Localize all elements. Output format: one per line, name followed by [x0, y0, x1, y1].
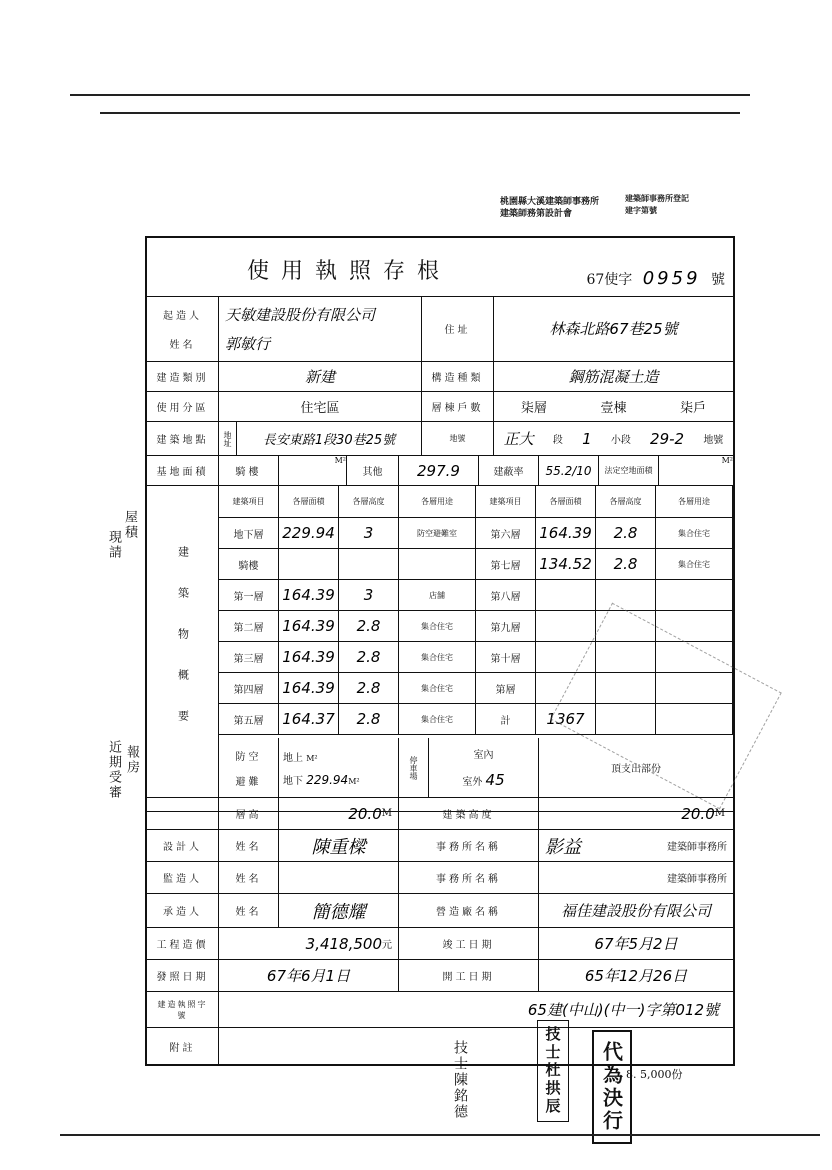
left-margin-note: 近期受審 [106, 740, 121, 800]
location-address-label: 地址 [223, 430, 232, 447]
parking-values-cell [429, 738, 539, 797]
floors-left-3-height-text: 2.8 [356, 617, 381, 635]
category-value: 新建 [304, 368, 335, 386]
floors-right-5-item-text: 第層 [495, 684, 516, 696]
floors-left-4-height-text: 2.8 [356, 648, 381, 666]
contractor-company-cell [539, 894, 733, 927]
shelter-above-label: 地上 [283, 752, 303, 764]
arcade-label-cell [219, 456, 279, 485]
permit-value-cell [219, 992, 733, 1027]
zoning-label-cell [147, 392, 219, 421]
signer-note: 技士陳銘德 [452, 1040, 468, 1120]
start-label-cell [399, 960, 539, 991]
building-height-label: 建築高度 [442, 810, 495, 821]
arcade-label: 騎樓 [235, 467, 262, 478]
location-label-cell [147, 422, 219, 455]
supervisor-office-cell [539, 862, 733, 893]
builder-name-label: 姓名 [169, 339, 196, 351]
floors-left-1-area [279, 549, 339, 580]
building-height-value-cell [539, 798, 733, 829]
designer-name-label: 姓名 [235, 842, 262, 853]
contractor-name-label: 姓名 [235, 907, 262, 918]
floors-header-0 [219, 486, 279, 518]
parking-label: 停車場 [409, 755, 418, 780]
completion-value: 67年5月2日 [594, 935, 678, 953]
structure-label: 構造種類 [431, 373, 484, 384]
contractor-company-label-cell [399, 894, 539, 927]
floors-right-2-item-text: 第八層 [490, 591, 521, 603]
floors-left-6-height [339, 704, 399, 735]
address-label-cell [422, 296, 494, 361]
completion-label-cell [399, 928, 539, 959]
land-value-cell [494, 422, 733, 455]
designer-office-suffix: 建築師事務所 [667, 842, 727, 853]
floors-left-0-item [219, 518, 279, 549]
cost-row [147, 928, 733, 960]
top-stamp-left [500, 196, 599, 220]
floors-left-2-use [399, 580, 476, 611]
floors-left-4-use-text: 集合住宅 [421, 652, 453, 662]
floors-value: 柒層 [520, 401, 547, 416]
location-address-label-cell [219, 422, 237, 455]
building-height-unit: M [714, 808, 725, 819]
floors-right-1-use-text: 集合住宅 [678, 559, 710, 569]
floors-right-5-item [476, 673, 536, 704]
floors-left-4-item [219, 642, 279, 673]
supervisor-row [147, 862, 733, 894]
floors-left-0-item-text: 地下層 [233, 529, 264, 541]
other-value: 297.9 [417, 461, 460, 480]
floors-left-4-item-text: 第三層 [233, 653, 264, 665]
coverage-value-cell [539, 456, 599, 485]
address-value-cell [494, 296, 733, 361]
floors-right-2-area [536, 580, 596, 611]
floors-left-6-height-text: 2.8 [356, 710, 381, 728]
floors-left-2-height [339, 580, 399, 611]
category-row [147, 362, 733, 392]
floors-value-cell [494, 392, 733, 421]
designer-name: 陳重樑 [311, 836, 366, 858]
designer-name-label-cell [219, 830, 279, 861]
floors-left-1-use [399, 549, 476, 580]
floors-left-2-area [279, 580, 339, 611]
floors-left-4-area [279, 642, 339, 673]
floors-header-7 [656, 486, 733, 518]
completion-value-cell [539, 928, 733, 959]
floors-left-5-use-text: 集合住宅 [421, 683, 453, 693]
shelter-stamp-text: 頂支出部份 [611, 764, 661, 775]
contractor-company: 福佳建設股份有限公司 [560, 902, 711, 920]
legal-label-cell [599, 456, 659, 485]
cost-value: 3,418,500 [305, 934, 382, 953]
floors-right-4-item-text: 第十層 [490, 653, 521, 665]
issue-value: 67年6月1日 [266, 967, 351, 985]
floors-left-5-area-text: 164.39 [282, 679, 335, 697]
height-label: 層高 [235, 810, 262, 821]
building-height-label-cell [399, 798, 539, 829]
category-value-cell [219, 362, 422, 391]
builder-company: 天敏建設股份有限公司 [225, 305, 376, 324]
floors-left-0-use [399, 518, 476, 549]
form-title: 使用執照存根 [247, 259, 452, 284]
floors-left-0-area-text: 229.94 [282, 524, 335, 542]
floors-left-5-item [219, 673, 279, 704]
height-row [147, 798, 733, 830]
floors-left-4-use [399, 642, 476, 673]
permit-label-cell [147, 992, 219, 1027]
land-label: 地號 [449, 434, 466, 443]
shelter-below-value: 229.94 [306, 772, 349, 787]
floors-right-4-item [476, 642, 536, 673]
floors-right-1-area [536, 549, 596, 580]
floors-right-3-item-text: 第九層 [490, 622, 521, 634]
doc-number-block [586, 268, 725, 289]
floors-right-0-item-text: 第六層 [490, 529, 521, 541]
issue-value-cell [219, 960, 399, 991]
floors-left-2-height-text: 3 [363, 586, 374, 604]
floors-side-label: 建築物概要 [176, 546, 190, 751]
coverage-label-cell [479, 456, 539, 485]
floors-left-6-item-text: 第五層 [233, 715, 264, 727]
builder-address: 林森北路67巷25號 [549, 320, 678, 338]
designer-label: 設計人 [163, 842, 202, 853]
floors-right-6-item-text: 計 [500, 715, 511, 727]
location-address-cell [237, 422, 422, 455]
floors-left-4-area-text: 164.39 [282, 648, 335, 666]
left-margin-note2: 報房 [124, 745, 139, 775]
floors-label-cell [422, 392, 494, 421]
other-value-cell [399, 456, 479, 485]
floors-header-2-text: 各層高度 [352, 497, 385, 506]
designer-name-cell [279, 830, 399, 861]
floors-left-3-area [279, 611, 339, 642]
permit-row [147, 992, 733, 1028]
start-value: 65年12月26日 [584, 967, 688, 985]
builder-label-cell [147, 296, 219, 361]
site-area-label-cell [147, 456, 219, 485]
floors-right-2-height [596, 580, 656, 611]
start-label: 開工日期 [442, 972, 495, 983]
shelter-label-cell [219, 738, 279, 797]
category-label: 建造類別 [156, 373, 209, 384]
shelter-above-unit: M² [306, 753, 318, 763]
supervisor-name-cell [279, 862, 399, 893]
doc-suffix: 號 [711, 272, 725, 288]
floors-left-6-area [279, 704, 339, 735]
issue-label: 發照日期 [156, 972, 209, 983]
land-plot-label: 地號 [703, 435, 724, 446]
floors-left-2-item-text: 第一層 [233, 591, 264, 603]
floors-right-1-height-text: 2.8 [613, 555, 638, 573]
print-note: 8. 5,000份 [626, 1068, 683, 1081]
parking-label-cell [399, 738, 429, 797]
left-margin-col2: 現請 [106, 530, 121, 560]
builder-label: 起造人 [163, 310, 202, 322]
height-value-cell [279, 798, 399, 829]
contractor-row [147, 894, 733, 928]
designer-office-label-cell [399, 830, 539, 861]
legal-label: 法定空地面積 [604, 466, 653, 475]
zoning-value: 住宅區 [300, 401, 340, 416]
coverage-value: 55.2/10 [545, 463, 592, 478]
floors-right-6-area-text: 1367 [546, 710, 585, 728]
floors-left-4-height [339, 642, 399, 673]
supervisor-name-label: 姓名 [235, 874, 262, 885]
top-stamp-line2: 建築師務第設計會 [500, 209, 573, 219]
floors-header-6 [596, 486, 656, 518]
location-row [147, 422, 733, 456]
seal-technician: 技士杜拱辰 [537, 1020, 569, 1122]
top-border-line [70, 94, 750, 96]
shelter-spacer [147, 738, 219, 797]
top-stamp-right2: 建字第號 [625, 205, 657, 215]
floors-left-3-area-text: 164.39 [282, 617, 335, 635]
height-unit: M [381, 808, 392, 819]
floors-left-2-use-text: 店舖 [429, 590, 445, 600]
legal-unit: M² [721, 456, 733, 465]
shelter-above-line [283, 749, 318, 764]
floors-header-3 [399, 486, 476, 518]
floors-right-0-area-text: 164.39 [539, 524, 592, 542]
cost-unit: 元 [382, 940, 392, 951]
floors-right-0-height [596, 518, 656, 549]
floors-left-2-area-text: 164.39 [282, 586, 335, 604]
shelter-label-bottom: 避難 [235, 776, 262, 788]
start-value-cell [539, 960, 733, 991]
contractor-name: 簡德耀 [311, 901, 366, 923]
arcade-unit: M² [334, 456, 346, 465]
permit-label: 建造執照字號 [157, 999, 208, 1020]
shelter-below-label: 地下 [283, 775, 303, 787]
other-label: 其他 [362, 467, 383, 478]
parking-indoor: 室內 [473, 750, 494, 761]
top-stamp-line1: 桃園縣大溪建築師事務所 [500, 197, 600, 207]
site-area-row [147, 456, 733, 486]
floors-left-0-use-text: 防空避難室 [417, 528, 457, 538]
top-stamp-right [625, 192, 689, 216]
floors-header-5 [536, 486, 596, 518]
floors-right-6-item [476, 704, 536, 735]
parking-outdoor: 室外 [462, 777, 483, 788]
zoning-label: 使用分區 [156, 403, 209, 414]
doc-number: 0959 [642, 268, 701, 289]
height-value: 20.0 [348, 804, 382, 823]
shelter-below-unit: M² [348, 776, 360, 786]
supervisor-office-label: 事務所名稱 [436, 874, 501, 885]
cost-label-cell [147, 928, 219, 959]
remark-label-cell [147, 1028, 219, 1064]
floors-header-4 [476, 486, 536, 518]
land-subsection-label: 小段 [610, 435, 631, 446]
floors-left-3-item [219, 611, 279, 642]
floors-header-7-text: 各層用途 [678, 497, 710, 506]
category-label-cell [147, 362, 219, 391]
floors-header-1 [279, 486, 339, 518]
structure-value-cell [494, 362, 733, 391]
floors-right-0-use-text: 集合住宅 [678, 528, 710, 538]
legal-value-cell [659, 456, 733, 485]
floors-left-5-item-text: 第四層 [233, 684, 264, 696]
floors-left-2-item [219, 580, 279, 611]
permit-value: 65建(中山)(中一)字第012號 [527, 1001, 719, 1019]
parking-outdoor-line [462, 771, 504, 789]
floors-left-3-use-text: 集合住宅 [421, 621, 453, 631]
top-stamp-right1: 建築師事務所登記 [625, 193, 689, 203]
designer-office-cell [539, 830, 733, 861]
floors-right-0-height-text: 2.8 [613, 524, 638, 542]
floors-left-1-item [219, 549, 279, 580]
designer-label-cell [147, 830, 219, 861]
designer-row [147, 830, 733, 862]
doc-prefix: 67使字 [586, 272, 633, 288]
builder-row [147, 296, 733, 362]
floors-header-1-text: 各層面積 [292, 497, 325, 506]
arcade-value-cell [279, 456, 347, 485]
location-address: 長安東路1段30巷25號 [262, 433, 396, 448]
height-label-cell [219, 798, 279, 829]
floors-left-5-height [339, 673, 399, 704]
floors-right-0-use [656, 518, 733, 549]
designer-office-label: 事務所名稱 [436, 842, 501, 853]
contractor-name-label-cell [219, 894, 279, 927]
height-spacer [147, 798, 219, 829]
completion-label: 竣工日期 [442, 940, 495, 951]
land-duan-label: 段 [552, 435, 563, 446]
address-label: 住址 [444, 325, 471, 336]
issue-row [147, 960, 733, 992]
land-section: 正大 [503, 430, 534, 448]
structure-value: 鋼筋混凝土造 [568, 368, 659, 386]
floors-left-5-use [399, 673, 476, 704]
contractor-name-cell [279, 894, 399, 927]
floors-header-0-text: 建築項目 [232, 497, 265, 506]
floors-left-0-height [339, 518, 399, 549]
floors-right-3-item [476, 611, 536, 642]
floors-right-2-item [476, 580, 536, 611]
cost-value-cell [219, 928, 399, 959]
builder-value-cell [219, 296, 422, 361]
land-duan-no: 1 [582, 429, 592, 448]
remark-value-cell [219, 1028, 733, 1064]
floors-left-5-height-text: 2.8 [356, 679, 381, 697]
builder-person: 郭敏行 [225, 334, 271, 353]
floors-left-1-item-text: 騎樓 [238, 560, 259, 572]
floors-header-6-text: 各層高度 [609, 497, 642, 506]
contractor-label: 承造人 [163, 907, 202, 918]
supervisor-label: 監造人 [163, 874, 202, 885]
households-value: 柒戶 [680, 401, 707, 416]
floors-left-6-area-text: 164.37 [282, 710, 335, 728]
building-height-value: 20.0 [681, 804, 715, 823]
floors-label: 層棟戶數 [431, 403, 484, 414]
floors-left-6-use-text: 集合住宅 [421, 714, 453, 724]
issue-label-cell [147, 960, 219, 991]
floors-left-0-height-text: 3 [363, 524, 374, 542]
floors-header-5-text: 各層面積 [549, 497, 582, 506]
location-label: 建築地點 [156, 435, 209, 446]
floors-left-3-height [339, 611, 399, 642]
floors-right-1-item [476, 549, 536, 580]
contractor-label-cell [147, 894, 219, 927]
supervisor-office-label-cell [399, 862, 539, 893]
remark-label: 附註 [169, 1042, 196, 1054]
floors-left-0-area [279, 518, 339, 549]
seal-delegated: 代為決行 [592, 1030, 632, 1144]
floors-left-3-use [399, 611, 476, 642]
land-plot-no: 29-2 [650, 429, 685, 448]
top-border-line-2 [100, 112, 740, 114]
floors-right-2-use [656, 580, 733, 611]
designer-office: 影益 [545, 836, 581, 858]
supervisor-name-label-cell [219, 862, 279, 893]
floors-right-1-area-text: 134.52 [539, 555, 592, 573]
shelter-values-cell [279, 738, 399, 797]
shelter-label-top: 防空 [235, 751, 262, 763]
floors-left-6-item [219, 704, 279, 735]
floors-left-5-area [279, 673, 339, 704]
form-header [147, 238, 733, 297]
supervisor-label-cell [147, 862, 219, 893]
remark-row [147, 1028, 733, 1064]
coverage-label: 建蔽率 [493, 467, 524, 478]
floors-right-1-item-text: 第七層 [490, 560, 521, 572]
floors-right-0-item [476, 518, 536, 549]
other-label-cell [347, 456, 399, 485]
site-area-label: 基地面積 [156, 467, 209, 478]
floors-right-0-area [536, 518, 596, 549]
floors-left-1-height [339, 549, 399, 580]
structure-label-cell [422, 362, 494, 391]
floors-right-1-height [596, 549, 656, 580]
cost-label: 工程造價 [156, 940, 209, 951]
floors-header-2 [339, 486, 399, 518]
land-label-cell [422, 422, 494, 455]
floors-left-3-item-text: 第二層 [233, 622, 264, 634]
contractor-company-label: 營造廠名稱 [436, 907, 501, 918]
floors-left-6-use [399, 704, 476, 735]
shelter-below-line [283, 772, 360, 787]
zoning-row [147, 392, 733, 422]
zoning-value-cell [219, 392, 422, 421]
floors-right-3-area [536, 611, 596, 642]
floors-right-1-use [656, 549, 733, 580]
floors-header-3-text: 各層用途 [421, 497, 453, 506]
left-margin-col1: 屋積 [122, 510, 137, 540]
bottom-border-line [60, 1134, 820, 1136]
floors-header-4-text: 建築項目 [489, 497, 522, 506]
supervisor-office-suffix: 建築師事務所 [667, 874, 727, 885]
parking-outdoor-value: 45 [485, 771, 505, 789]
buildings-value: 壹棟 [600, 401, 627, 416]
